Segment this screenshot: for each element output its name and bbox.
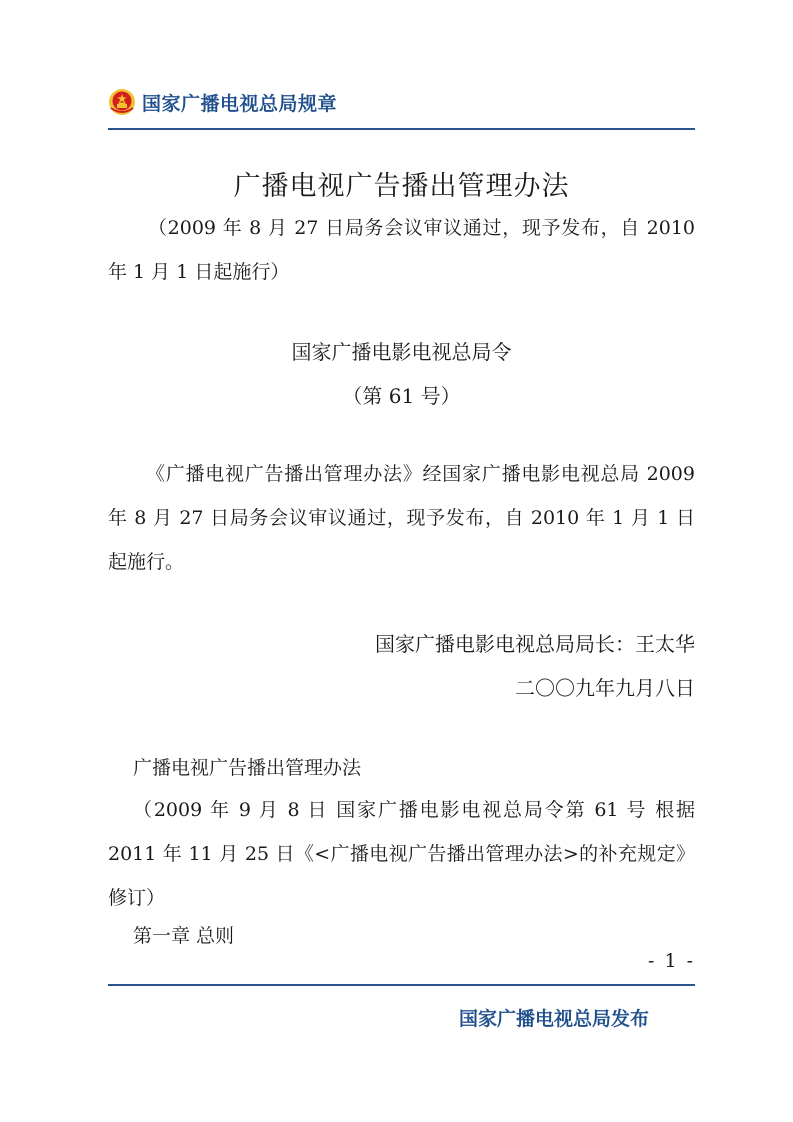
sub-title: 广播电视广告播出管理办法	[133, 757, 362, 779]
page-number: - 1 -	[647, 950, 695, 972]
chapter-heading: 第一章 总则	[133, 925, 235, 947]
adoption-note: （2009 年 8 月 27 日局务会议审议通过，现予发布，自 2010 年 1 月 1 日起施行）	[108, 217, 695, 283]
order-number: （第 61 号）	[342, 384, 461, 408]
footer-publisher: 国家广播电视总局发布	[458, 1008, 649, 1030]
signature-date: 二〇〇九年九月八日	[515, 676, 695, 700]
body-paragraph: 《广播电视广告播出管理办法》经国家广播电影电视总局 2009 年 8 月 27 日局务会议审议通过，现予发布，自 2010 年 1 月 1 日起施行。	[108, 463, 695, 573]
national-emblem-icon	[108, 88, 136, 116]
signature: 国家广播电影电视总局局长：王太华	[375, 632, 695, 656]
revision-note: （2009 年 9 月 8 日 国家广播电影电视总局令第 61 号 根据 2011 年 11 月 25 日《<广播电视广告播出管理办法>的补充规定》修订）	[108, 799, 695, 909]
header-title: 国家广播电视总局规章	[142, 92, 338, 115]
order-issuer: 国家广播电影电视总局令	[291, 340, 512, 364]
document-title: 广播电视广告播出管理办法	[233, 171, 570, 202]
header-divider	[108, 128, 695, 130]
page-header	[108, 84, 337, 120]
footer-divider	[108, 984, 695, 986]
